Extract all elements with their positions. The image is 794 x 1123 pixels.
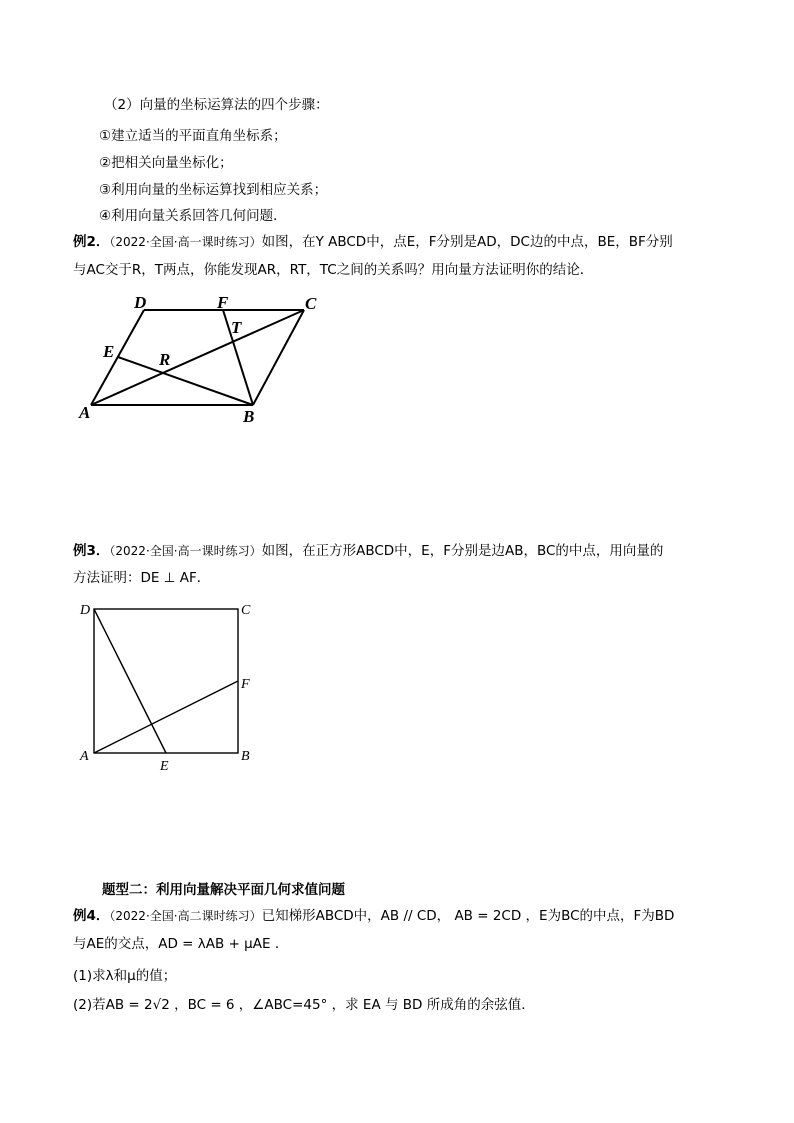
diagonal-ac	[91, 310, 304, 405]
segment-de	[94, 609, 166, 753]
ex4-question-1: (1)求λ和μ的值；	[73, 968, 177, 984]
label-a: A	[79, 403, 91, 422]
side-bc	[253, 310, 304, 405]
sq-label-b: B	[241, 749, 250, 764]
sq-label-f: F	[241, 677, 250, 692]
segment-af	[94, 681, 238, 753]
ex2-text-1: 如图，在Y ABCD中，点E，F分别是AD，DC边的中点，BE，BF分别	[261, 234, 673, 250]
sq-label-a: A	[80, 749, 89, 764]
ex2-line2: 与AC交于R，T两点，你能发现AR，RT，TC之间的关系吗？用向量方法证明你的结论．	[73, 262, 594, 278]
label-f: F	[217, 293, 229, 312]
label-e: E	[103, 342, 115, 361]
ex4-label: 例4．	[73, 908, 110, 924]
segment-bf	[223, 310, 253, 405]
ex3-source: （2022·全国·高一课时练习）	[109, 544, 262, 558]
label-c: C	[305, 294, 317, 313]
segment-be	[118, 357, 253, 405]
steps-title: （2）向量的坐标运算法的四个步骤：	[104, 97, 329, 113]
ex2-line1	[73, 232, 673, 252]
label-b: B	[243, 407, 255, 426]
label-t: T	[231, 318, 242, 337]
ex4-source: （2022·全国·高二课时练习）	[109, 909, 262, 923]
ex2-label: 例2．	[73, 234, 110, 250]
ex4-line1	[73, 906, 674, 926]
label-r: R	[159, 350, 171, 369]
ex4-line2: 与AE的交点，AD = λAB + μAE ．	[73, 936, 289, 952]
step-item-1: ①建立适当的平面直角坐标系；	[99, 128, 287, 144]
ex4-text-1: 已知梯形ABCD中，AB // CD， AB = 2CD ，E为BC的中点，F为BD	[261, 908, 675, 924]
side-da	[91, 310, 144, 405]
step-item-3: ③利用向量的坐标运算找到相应关系；	[99, 182, 328, 198]
sq-label-c: C	[241, 603, 251, 618]
ex4-question-2: (2)若AB = 2√2 ，BC = 6 ，∠ABC=45° ，求 EA 与 BD 所成角的余弦值．	[73, 997, 535, 1013]
section2-title: 题型二：利用向量解决平面几何求值问题	[102, 882, 345, 898]
ex3-label: 例3．	[73, 543, 110, 559]
ex3-line2: 方法证明：DE ⊥ AF．	[73, 570, 211, 586]
sq-label-e: E	[160, 759, 169, 774]
step-item-2: ②把相关向量坐标化；	[99, 155, 233, 171]
ex2-source: （2022·全国·高一课时练习）	[109, 235, 262, 249]
sq-label-d: D	[80, 603, 91, 618]
ex3-line1	[73, 541, 663, 561]
label-d: D	[134, 293, 147, 312]
ex3-text-1: 如图，在正方形ABCD中，E，F分别是边AB，BC的中点，用向量的	[261, 543, 664, 559]
square-abcd	[94, 609, 238, 753]
step-item-4: ④利用向量关系回答几何问题．	[99, 208, 287, 224]
